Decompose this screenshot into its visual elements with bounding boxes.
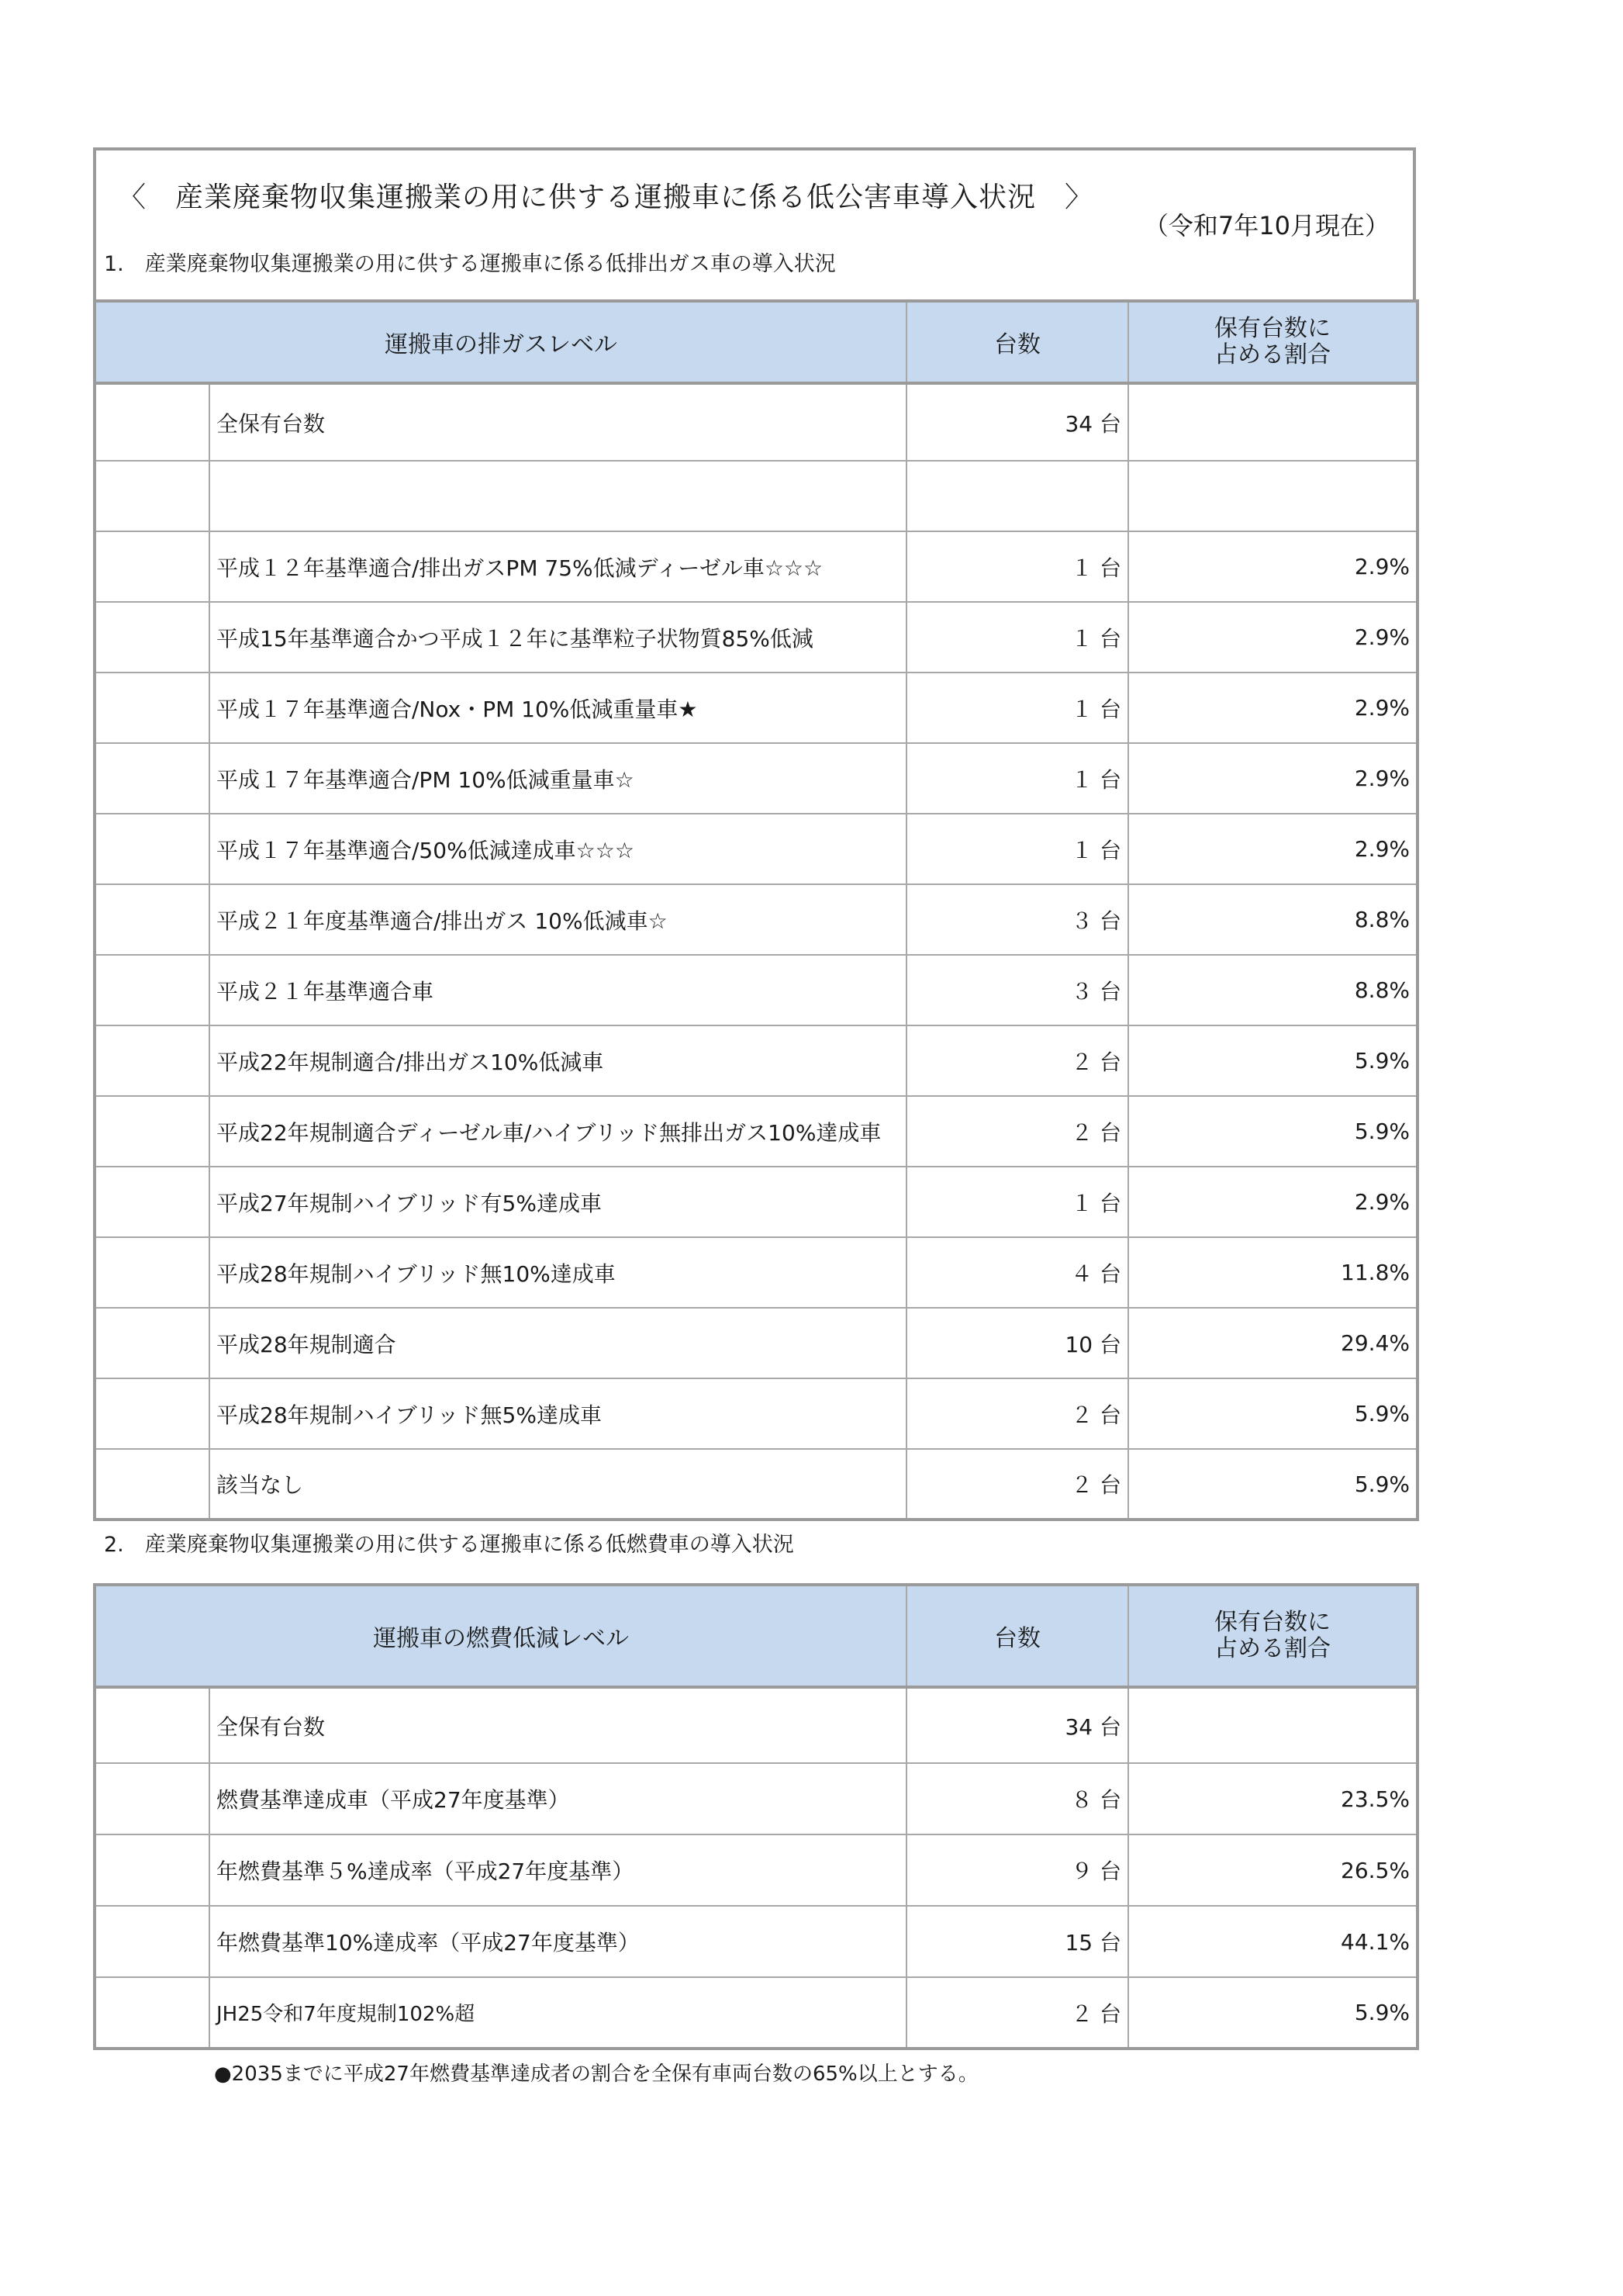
total-label: 全保有台数 [209, 383, 906, 461]
table-row [95, 1167, 1418, 1237]
row-count: ２ 台 [906, 1449, 1128, 1520]
table-row [95, 531, 1418, 602]
total-ratio [1128, 1687, 1418, 1763]
table-row [95, 1906, 1418, 1977]
blank-cell [906, 461, 1128, 531]
row-count: １ 台 [906, 743, 1128, 814]
row-count: ４ 台 [906, 1237, 1128, 1308]
blank-cell [1128, 461, 1418, 531]
row-count: ３ 台 [906, 955, 1128, 1025]
header-fuel-level: 運搬車の燃費低減レベル [95, 1585, 906, 1687]
row-count: １ 台 [906, 531, 1128, 602]
row-label: 平成28年規制ハイブリッド無5%達成車 [209, 1378, 906, 1449]
blank-cell [95, 743, 209, 814]
row-count: ９ 台 [906, 1834, 1128, 1906]
row-label: 平成22年規制適合ディーゼル車/ハイブリッド無排出ガス10%達成車 [209, 1096, 906, 1167]
row-ratio: 5.9% [1128, 1977, 1418, 2049]
row-count: ８ 台 [906, 1763, 1128, 1834]
header-ratio [1128, 1585, 1418, 1687]
row-count: ２ 台 [906, 1378, 1128, 1449]
row-label: 平成１２年基準適合/排出ガスPM 75%低減ディーゼル車☆☆☆ [209, 531, 906, 602]
blank-cell [95, 1096, 209, 1167]
row-ratio: 2.9% [1128, 743, 1418, 814]
row-ratio: 2.9% [1128, 531, 1418, 602]
blank-cell [95, 1167, 209, 1237]
blank-cell [95, 602, 209, 673]
row-label: 平成１７年基準適合/PM 10%低減重量車☆ [209, 743, 906, 814]
table-row [95, 1096, 1418, 1167]
table-row [95, 1449, 1418, 1520]
blank-cell [95, 673, 209, 743]
table-header-row [95, 301, 1418, 383]
row-count: １ 台 [906, 814, 1128, 884]
row-count: ２ 台 [906, 1096, 1128, 1167]
table-row [95, 1378, 1418, 1449]
table-row [95, 955, 1418, 1025]
row-count: １ 台 [906, 673, 1128, 743]
row-label: 燃費基準達成車（平成27年度基準） [209, 1763, 906, 1834]
row-label: 平成28年規制ハイブリッド無10%達成車 [209, 1237, 906, 1308]
footnote: ●2035までに平成27年燃費基準達成者の割合を全保有車両台数の65%以上とする。 [214, 2063, 979, 2086]
row-label: 年燃費基準５%達成率（平成27年度基準） [209, 1834, 906, 1906]
as-of-date: （令和7年10月現在） [1143, 211, 1390, 240]
blank-cell [95, 1308, 209, 1378]
blank-cell [95, 531, 209, 602]
table-row [95, 1025, 1418, 1096]
title-block [93, 147, 1416, 299]
row-ratio: 5.9% [1128, 1449, 1418, 1520]
blank-cell [95, 1834, 209, 1906]
header-ratio-line1: 保有台数に [1214, 315, 1331, 342]
row-count: １ 台 [906, 1167, 1128, 1237]
header-count: 台数 [906, 1585, 1128, 1687]
row-ratio: 5.9% [1128, 1025, 1418, 1096]
row-label: 平成２１年基準適合車 [209, 955, 906, 1025]
row-ratio: 2.9% [1128, 602, 1418, 673]
row-label: 該当なし [209, 1449, 906, 1520]
total-row [95, 383, 1418, 461]
row-ratio: 8.8% [1128, 884, 1418, 955]
blank-cell [95, 1449, 209, 1520]
row-count: １ 台 [906, 602, 1128, 673]
table-header-row [95, 1585, 1418, 1687]
total-count: 34 台 [906, 1687, 1128, 1763]
row-ratio: 2.9% [1128, 673, 1418, 743]
row-ratio: 44.1% [1128, 1906, 1418, 1977]
blank-cell [95, 1378, 209, 1449]
row-count: 10 台 [906, 1308, 1128, 1378]
row-count: 15 台 [906, 1906, 1128, 1977]
blank-cell [95, 1906, 209, 1977]
table-row [95, 1834, 1418, 1906]
row-ratio: 26.5% [1128, 1834, 1418, 1906]
header-emission-level: 運搬車の排ガスレベル [95, 301, 906, 383]
row-count: ２ 台 [906, 1025, 1128, 1096]
row-label: 平成27年規制ハイブリッド有5%達成車 [209, 1167, 906, 1237]
blank-cell [95, 1977, 209, 2049]
row-label: 平成28年規制適合 [209, 1308, 906, 1378]
blank-cell [95, 383, 209, 461]
blank-cell [95, 1025, 209, 1096]
row-count: ３ 台 [906, 884, 1128, 955]
table-row [95, 1977, 1418, 2049]
row-label: 平成１７年基準適合/Nox・PM 10%低減重量車★ [209, 673, 906, 743]
table-row [95, 1237, 1418, 1308]
empty-row [95, 461, 1418, 531]
header-count: 台数 [906, 301, 1128, 383]
table-row [95, 1308, 1418, 1378]
blank-cell [95, 1763, 209, 1834]
blank-cell [95, 955, 209, 1025]
row-ratio: 5.9% [1128, 1096, 1418, 1167]
row-ratio: 5.9% [1128, 1378, 1418, 1449]
row-ratio: 2.9% [1128, 1167, 1418, 1237]
blank-cell [95, 814, 209, 884]
row-ratio: 29.4% [1128, 1308, 1418, 1378]
row-label: JH25令和7年度規制102%超 [209, 1977, 906, 2049]
row-ratio: 8.8% [1128, 955, 1418, 1025]
table-row [95, 884, 1418, 955]
total-count: 34 台 [906, 383, 1128, 461]
table-row [95, 743, 1418, 814]
header-ratio-line1: 保有台数に [1214, 1609, 1331, 1636]
blank-cell [209, 461, 906, 531]
row-label: 平成15年基準適合かつ平成１２年に基準粒子状物質85%低減 [209, 602, 906, 673]
blank-cell [95, 1237, 209, 1308]
table-row [95, 814, 1418, 884]
row-ratio: 11.8% [1128, 1237, 1418, 1308]
document-sheet [93, 147, 1416, 2087]
fuel-efficiency-table [93, 1583, 1419, 2050]
total-label: 全保有台数 [209, 1687, 906, 1763]
row-label: 平成２１年度基準適合/排出ガス 10%低減車☆ [209, 884, 906, 955]
blank-cell [95, 1687, 209, 1763]
section2-title: 2. 産業廃棄物収集運搬業の用に供する運搬車に係る低燃費車の導入状況 [104, 1533, 794, 1557]
total-row [95, 1687, 1418, 1763]
table-row [95, 673, 1418, 743]
header-ratio [1128, 301, 1418, 383]
table-row [95, 1763, 1418, 1834]
emission-level-table [93, 299, 1419, 1521]
blank-cell [95, 884, 209, 955]
section1-title: 1. 産業廃棄物収集運搬業の用に供する運搬車に係る低排出ガス車の導入状況 [104, 252, 836, 276]
row-ratio: 23.5% [1128, 1763, 1418, 1834]
row-ratio: 2.9% [1128, 814, 1418, 884]
blank-cell [95, 461, 209, 531]
table-row [95, 602, 1418, 673]
total-ratio [1128, 383, 1418, 461]
page-title: 〈 産業廃棄物収集運搬業の用に供する運搬車に係る低公害車導入状況 〉 [118, 182, 1094, 213]
row-label: 年燃費基準10%達成率（平成27年度基準） [209, 1906, 906, 1977]
row-count: ２ 台 [906, 1977, 1128, 2049]
row-label: 平成22年規制適合/排出ガス10%低減車 [209, 1025, 906, 1096]
row-label: 平成１７年基準適合/50%低減達成車☆☆☆ [209, 814, 906, 884]
header-ratio-line2: 占める割合 [1214, 1635, 1331, 1662]
header-ratio-line2: 占める割合 [1214, 341, 1331, 368]
